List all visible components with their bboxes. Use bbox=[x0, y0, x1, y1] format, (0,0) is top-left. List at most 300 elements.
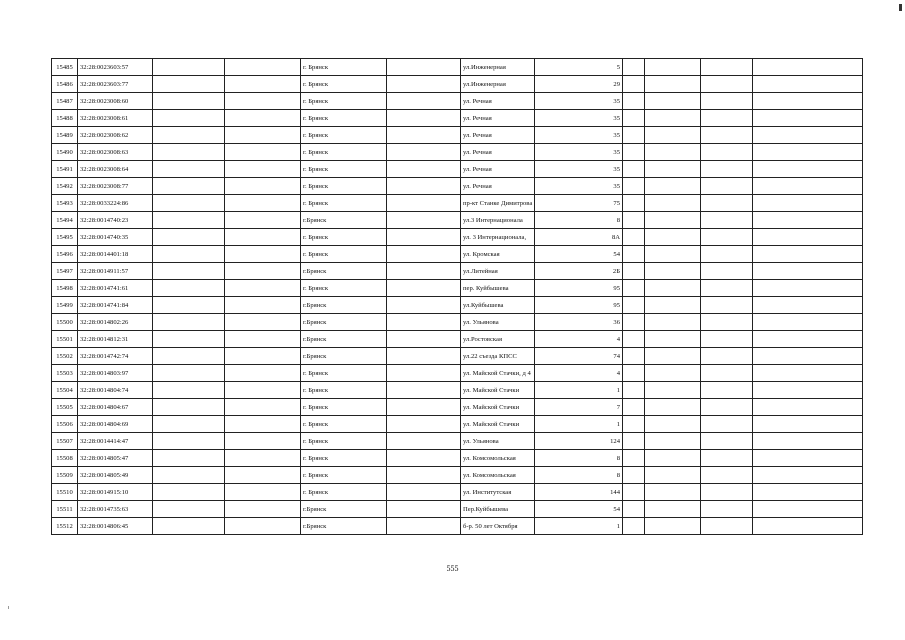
table-row bbox=[52, 433, 863, 450]
house-number-cell: 35 bbox=[535, 110, 623, 127]
empty-cell bbox=[645, 195, 701, 212]
empty-cell bbox=[701, 467, 753, 484]
empty-cell bbox=[645, 450, 701, 467]
street-cell: ул. Майской Стачки bbox=[461, 399, 535, 416]
street-cell: ул. Майской Стачки, д 4 bbox=[461, 365, 535, 382]
empty-cell bbox=[153, 195, 225, 212]
empty-cell bbox=[387, 76, 461, 93]
city-cell: г. Брянск bbox=[301, 382, 387, 399]
empty-cell bbox=[387, 450, 461, 467]
empty-cell bbox=[753, 331, 863, 348]
row-number-cell: 15490 bbox=[52, 144, 78, 161]
empty-cell bbox=[225, 501, 301, 518]
cadastral-number-cell: 32:28:0014806:45 bbox=[78, 518, 153, 535]
cadastral-number-cell: 32:28:0014414:47 bbox=[78, 433, 153, 450]
empty-cell bbox=[387, 467, 461, 484]
empty-cell bbox=[387, 416, 461, 433]
empty-cell bbox=[645, 297, 701, 314]
registry-body bbox=[52, 59, 863, 535]
row-number-cell: 15507 bbox=[52, 433, 78, 450]
street-cell: ул.22 съезда КПСС bbox=[461, 348, 535, 365]
empty-cell bbox=[753, 433, 863, 450]
row-number-cell: 15506 bbox=[52, 416, 78, 433]
table-row bbox=[52, 280, 863, 297]
empty-cell bbox=[701, 399, 753, 416]
house-number-cell: 4 bbox=[535, 331, 623, 348]
empty-cell bbox=[225, 127, 301, 144]
street-cell: ул. Ульянова bbox=[461, 433, 535, 450]
empty-cell bbox=[225, 59, 301, 76]
empty-cell bbox=[645, 467, 701, 484]
empty-cell bbox=[753, 161, 863, 178]
empty-cell bbox=[645, 229, 701, 246]
empty-cell bbox=[387, 246, 461, 263]
house-number-cell: 7 bbox=[535, 399, 623, 416]
empty-cell bbox=[153, 212, 225, 229]
empty-cell bbox=[387, 433, 461, 450]
cadastral-number-cell: 32:28:0014805:49 bbox=[78, 467, 153, 484]
table-row bbox=[52, 399, 863, 416]
empty-cell bbox=[387, 501, 461, 518]
table-row bbox=[52, 144, 863, 161]
table-row bbox=[52, 416, 863, 433]
street-cell: ул. Ульянова bbox=[461, 314, 535, 331]
house-number-cell: 35 bbox=[535, 178, 623, 195]
empty-cell bbox=[701, 450, 753, 467]
city-cell: г.Брянск bbox=[301, 263, 387, 280]
row-number-cell: 15509 bbox=[52, 467, 78, 484]
city-cell: г. Брянск bbox=[301, 110, 387, 127]
row-number-cell: 15487 bbox=[52, 93, 78, 110]
empty-cell bbox=[701, 178, 753, 195]
house-number-cell: 8А bbox=[535, 229, 623, 246]
house-number-cell: 1 bbox=[535, 382, 623, 399]
empty-cell bbox=[225, 144, 301, 161]
empty-cell bbox=[153, 433, 225, 450]
empty-cell bbox=[153, 280, 225, 297]
table-row bbox=[52, 93, 863, 110]
house-number-cell: 2Б bbox=[535, 263, 623, 280]
row-number-cell: 15508 bbox=[52, 450, 78, 467]
row-number-cell: 15505 bbox=[52, 399, 78, 416]
row-number-cell: 15498 bbox=[52, 280, 78, 297]
empty-cell bbox=[753, 212, 863, 229]
empty-cell bbox=[225, 484, 301, 501]
table-row bbox=[52, 297, 863, 314]
row-number-cell: 15492 bbox=[52, 178, 78, 195]
table-row bbox=[52, 212, 863, 229]
empty-cell bbox=[753, 229, 863, 246]
empty-cell bbox=[701, 433, 753, 450]
empty-cell bbox=[623, 365, 645, 382]
empty-cell bbox=[623, 280, 645, 297]
cadastral-number-cell: 32:28:0014740:35 bbox=[78, 229, 153, 246]
row-number-cell: 15489 bbox=[52, 127, 78, 144]
empty-cell bbox=[753, 110, 863, 127]
empty-cell bbox=[153, 144, 225, 161]
table-row bbox=[52, 76, 863, 93]
empty-cell bbox=[701, 76, 753, 93]
empty-cell bbox=[153, 399, 225, 416]
cadastral-number-cell: 32:28:0014805:47 bbox=[78, 450, 153, 467]
city-cell: г.Брянск bbox=[301, 212, 387, 229]
cadastral-number-cell: 32:28:0023603:77 bbox=[78, 76, 153, 93]
empty-cell bbox=[645, 59, 701, 76]
row-number-cell: 15499 bbox=[52, 297, 78, 314]
empty-cell bbox=[753, 178, 863, 195]
cadastral-number-cell: 32:28:0014741:61 bbox=[78, 280, 153, 297]
cadastral-number-cell: 32:28:0023603:57 bbox=[78, 59, 153, 76]
empty-cell bbox=[387, 212, 461, 229]
empty-cell bbox=[225, 76, 301, 93]
city-cell: г.Брянск bbox=[301, 297, 387, 314]
cadastral-number-cell: 32:28:0014915:10 bbox=[78, 484, 153, 501]
city-cell: г. Брянск bbox=[301, 399, 387, 416]
empty-cell bbox=[153, 229, 225, 246]
empty-cell bbox=[645, 399, 701, 416]
empty-cell bbox=[623, 331, 645, 348]
row-number-cell: 15504 bbox=[52, 382, 78, 399]
empty-cell bbox=[753, 127, 863, 144]
empty-cell bbox=[387, 59, 461, 76]
empty-cell bbox=[153, 365, 225, 382]
empty-cell bbox=[701, 331, 753, 348]
empty-cell bbox=[701, 416, 753, 433]
empty-cell bbox=[645, 263, 701, 280]
cadastral-number-cell: 32:28:0023008:62 bbox=[78, 127, 153, 144]
house-number-cell: 35 bbox=[535, 144, 623, 161]
table-row bbox=[52, 382, 863, 399]
table-row bbox=[52, 161, 863, 178]
row-number-cell: 15493 bbox=[52, 195, 78, 212]
cadastral-number-cell: 32:28:0023008:77 bbox=[78, 178, 153, 195]
empty-cell bbox=[645, 212, 701, 229]
street-cell: ул. Майской Стачки bbox=[461, 382, 535, 399]
table-row bbox=[52, 314, 863, 331]
empty-cell bbox=[153, 127, 225, 144]
empty-cell bbox=[645, 331, 701, 348]
empty-cell bbox=[153, 501, 225, 518]
city-cell: г. Брянск bbox=[301, 161, 387, 178]
city-cell: г. Брянск bbox=[301, 229, 387, 246]
empty-cell bbox=[387, 348, 461, 365]
street-cell: ул. Речная bbox=[461, 110, 535, 127]
empty-cell bbox=[701, 93, 753, 110]
empty-cell bbox=[753, 501, 863, 518]
empty-cell bbox=[701, 518, 753, 535]
empty-cell bbox=[225, 161, 301, 178]
cadastral-number-cell: 32:28:0014803:97 bbox=[78, 365, 153, 382]
row-number-cell: 15485 bbox=[52, 59, 78, 76]
row-number-cell: 15488 bbox=[52, 110, 78, 127]
empty-cell bbox=[153, 314, 225, 331]
city-cell: г. Брянск bbox=[301, 416, 387, 433]
cadastral-number-cell: 32:28:0014802:26 bbox=[78, 314, 153, 331]
empty-cell bbox=[153, 450, 225, 467]
row-number-cell: 15486 bbox=[52, 76, 78, 93]
empty-cell bbox=[225, 433, 301, 450]
empty-cell bbox=[753, 93, 863, 110]
house-number-cell: 144 bbox=[535, 484, 623, 501]
row-number-cell: 15500 bbox=[52, 314, 78, 331]
city-cell: г. Брянск bbox=[301, 467, 387, 484]
house-number-cell: 1 bbox=[535, 416, 623, 433]
house-number-cell: 8 bbox=[535, 467, 623, 484]
empty-cell bbox=[387, 144, 461, 161]
empty-cell bbox=[623, 127, 645, 144]
empty-cell bbox=[153, 110, 225, 127]
empty-cell bbox=[645, 161, 701, 178]
empty-cell bbox=[153, 348, 225, 365]
empty-cell bbox=[225, 331, 301, 348]
empty-cell bbox=[387, 263, 461, 280]
empty-cell bbox=[225, 246, 301, 263]
house-number-cell: 8 bbox=[535, 212, 623, 229]
table-row bbox=[52, 518, 863, 535]
table-row bbox=[52, 348, 863, 365]
house-number-cell: 54 bbox=[535, 246, 623, 263]
page-number: 555 bbox=[446, 564, 459, 573]
empty-cell bbox=[623, 93, 645, 110]
cadastral-number-cell: 32:28:0014735:63 bbox=[78, 501, 153, 518]
empty-cell bbox=[645, 484, 701, 501]
empty-cell bbox=[753, 399, 863, 416]
house-number-cell: 75 bbox=[535, 195, 623, 212]
house-number-cell: 4 bbox=[535, 365, 623, 382]
street-cell: ул.Куйбышева bbox=[461, 297, 535, 314]
cadastral-number-cell: 32:28:0014804:74 bbox=[78, 382, 153, 399]
empty-cell bbox=[645, 501, 701, 518]
street-cell: ул. 3 Интернационала, bbox=[461, 229, 535, 246]
empty-cell bbox=[623, 212, 645, 229]
cadastral-number-cell: 32:28:0014812:31 bbox=[78, 331, 153, 348]
cadastral-number-cell: 32:28:0014741:84 bbox=[78, 297, 153, 314]
scan-mark bbox=[8, 606, 9, 609]
empty-cell bbox=[387, 195, 461, 212]
street-cell: ул. Институтская bbox=[461, 484, 535, 501]
empty-cell bbox=[701, 144, 753, 161]
cadastral-number-cell: 32:28:0023008:60 bbox=[78, 93, 153, 110]
empty-cell bbox=[753, 450, 863, 467]
empty-cell bbox=[225, 178, 301, 195]
street-cell: ул.Ростовская bbox=[461, 331, 535, 348]
empty-cell bbox=[645, 93, 701, 110]
empty-cell bbox=[387, 280, 461, 297]
row-number-cell: 15511 bbox=[52, 501, 78, 518]
street-cell: ул.Инженерная bbox=[461, 76, 535, 93]
table-row bbox=[52, 195, 863, 212]
empty-cell bbox=[623, 433, 645, 450]
row-number-cell: 15494 bbox=[52, 212, 78, 229]
city-cell: г.Брянск bbox=[301, 518, 387, 535]
cadastral-number-cell: 32:28:0014804:67 bbox=[78, 399, 153, 416]
empty-cell bbox=[701, 263, 753, 280]
empty-cell bbox=[753, 518, 863, 535]
empty-cell bbox=[225, 399, 301, 416]
street-cell: Пер.Куйбышева bbox=[461, 501, 535, 518]
empty-cell bbox=[753, 195, 863, 212]
empty-cell bbox=[701, 127, 753, 144]
empty-cell bbox=[701, 501, 753, 518]
empty-cell bbox=[387, 331, 461, 348]
empty-cell bbox=[153, 416, 225, 433]
empty-cell bbox=[753, 297, 863, 314]
street-cell: ул. Майской Стачки bbox=[461, 416, 535, 433]
empty-cell bbox=[645, 416, 701, 433]
table-row bbox=[52, 501, 863, 518]
table-row bbox=[52, 59, 863, 76]
street-cell: ул.3 Интернационала bbox=[461, 212, 535, 229]
empty-cell bbox=[225, 450, 301, 467]
empty-cell bbox=[701, 365, 753, 382]
empty-cell bbox=[645, 348, 701, 365]
row-number-cell: 15501 bbox=[52, 331, 78, 348]
empty-cell bbox=[701, 280, 753, 297]
empty-cell bbox=[387, 229, 461, 246]
empty-cell bbox=[387, 93, 461, 110]
city-cell: г. Брянск bbox=[301, 195, 387, 212]
empty-cell bbox=[623, 450, 645, 467]
empty-cell bbox=[225, 467, 301, 484]
empty-cell bbox=[153, 331, 225, 348]
empty-cell bbox=[623, 76, 645, 93]
empty-cell bbox=[701, 297, 753, 314]
empty-cell bbox=[701, 246, 753, 263]
empty-cell bbox=[387, 178, 461, 195]
city-cell: г. Брянск bbox=[301, 450, 387, 467]
empty-cell bbox=[701, 314, 753, 331]
table-row bbox=[52, 229, 863, 246]
empty-cell bbox=[753, 59, 863, 76]
empty-cell bbox=[225, 348, 301, 365]
row-number-cell: 15491 bbox=[52, 161, 78, 178]
street-cell: б-р. 50 лет Октября bbox=[461, 518, 535, 535]
empty-cell bbox=[153, 246, 225, 263]
street-cell: ул. Речная bbox=[461, 161, 535, 178]
empty-cell bbox=[153, 297, 225, 314]
empty-cell bbox=[645, 110, 701, 127]
empty-cell bbox=[645, 365, 701, 382]
empty-cell bbox=[623, 467, 645, 484]
house-number-cell: 29 bbox=[535, 76, 623, 93]
house-number-cell: 35 bbox=[535, 161, 623, 178]
city-cell: г. Брянск bbox=[301, 365, 387, 382]
empty-cell bbox=[701, 110, 753, 127]
table-row bbox=[52, 450, 863, 467]
empty-cell bbox=[153, 76, 225, 93]
empty-cell bbox=[701, 484, 753, 501]
house-number-cell: 8 bbox=[535, 450, 623, 467]
house-number-cell: 74 bbox=[535, 348, 623, 365]
empty-cell bbox=[701, 195, 753, 212]
city-cell: г. Брянск bbox=[301, 76, 387, 93]
empty-cell bbox=[225, 416, 301, 433]
empty-cell bbox=[623, 416, 645, 433]
empty-cell bbox=[387, 382, 461, 399]
table-row bbox=[52, 246, 863, 263]
street-cell: ул. Речная bbox=[461, 93, 535, 110]
empty-cell bbox=[753, 484, 863, 501]
table-row bbox=[52, 484, 863, 501]
cadastral-number-cell: 32:28:0014742:74 bbox=[78, 348, 153, 365]
city-cell: г. Брянск bbox=[301, 127, 387, 144]
empty-cell bbox=[753, 280, 863, 297]
empty-cell bbox=[623, 195, 645, 212]
empty-cell bbox=[701, 161, 753, 178]
empty-cell bbox=[225, 263, 301, 280]
empty-cell bbox=[387, 110, 461, 127]
empty-cell bbox=[387, 314, 461, 331]
table-row bbox=[52, 263, 863, 280]
empty-cell bbox=[225, 110, 301, 127]
empty-cell bbox=[225, 297, 301, 314]
cadastral-number-cell: 32:28:0014740:23 bbox=[78, 212, 153, 229]
empty-cell bbox=[153, 59, 225, 76]
empty-cell bbox=[753, 348, 863, 365]
house-number-cell: 5 bbox=[535, 59, 623, 76]
city-cell: г. Брянск bbox=[301, 144, 387, 161]
empty-cell bbox=[225, 314, 301, 331]
scan-mark bbox=[899, 4, 902, 11]
empty-cell bbox=[623, 399, 645, 416]
street-cell: ул. Комсомольская bbox=[461, 450, 535, 467]
empty-cell bbox=[753, 314, 863, 331]
empty-cell bbox=[645, 246, 701, 263]
cadastral-number-cell: 32:28:0033224:86 bbox=[78, 195, 153, 212]
row-number-cell: 15495 bbox=[52, 229, 78, 246]
street-cell: ул. Речная bbox=[461, 144, 535, 161]
empty-cell bbox=[753, 246, 863, 263]
house-number-cell: 36 bbox=[535, 314, 623, 331]
empty-cell bbox=[645, 433, 701, 450]
table-row bbox=[52, 467, 863, 484]
empty-cell bbox=[225, 212, 301, 229]
empty-cell bbox=[645, 518, 701, 535]
empty-cell bbox=[623, 484, 645, 501]
city-cell: г. Брянск bbox=[301, 246, 387, 263]
empty-cell bbox=[623, 263, 645, 280]
empty-cell bbox=[753, 263, 863, 280]
empty-cell bbox=[645, 314, 701, 331]
empty-cell bbox=[623, 501, 645, 518]
city-cell: г.Брянск bbox=[301, 348, 387, 365]
empty-cell bbox=[153, 161, 225, 178]
empty-cell bbox=[645, 127, 701, 144]
house-number-cell: 1 bbox=[535, 518, 623, 535]
row-number-cell: 15503 bbox=[52, 365, 78, 382]
empty-cell bbox=[701, 382, 753, 399]
registry-table bbox=[51, 58, 863, 535]
table-row bbox=[52, 365, 863, 382]
empty-cell bbox=[623, 178, 645, 195]
empty-cell bbox=[623, 348, 645, 365]
empty-cell bbox=[623, 144, 645, 161]
empty-cell bbox=[645, 76, 701, 93]
row-number-cell: 15497 bbox=[52, 263, 78, 280]
empty-cell bbox=[387, 365, 461, 382]
city-cell: г. Брянск bbox=[301, 93, 387, 110]
empty-cell bbox=[753, 144, 863, 161]
cadastral-number-cell: 32:28:0023008:63 bbox=[78, 144, 153, 161]
table-row bbox=[52, 127, 863, 144]
empty-cell bbox=[225, 518, 301, 535]
cadastral-number-cell: 32:28:0023008:61 bbox=[78, 110, 153, 127]
empty-cell bbox=[753, 365, 863, 382]
house-number-cell: 35 bbox=[535, 93, 623, 110]
empty-cell bbox=[153, 467, 225, 484]
table-row bbox=[52, 331, 863, 348]
house-number-cell: 35 bbox=[535, 127, 623, 144]
